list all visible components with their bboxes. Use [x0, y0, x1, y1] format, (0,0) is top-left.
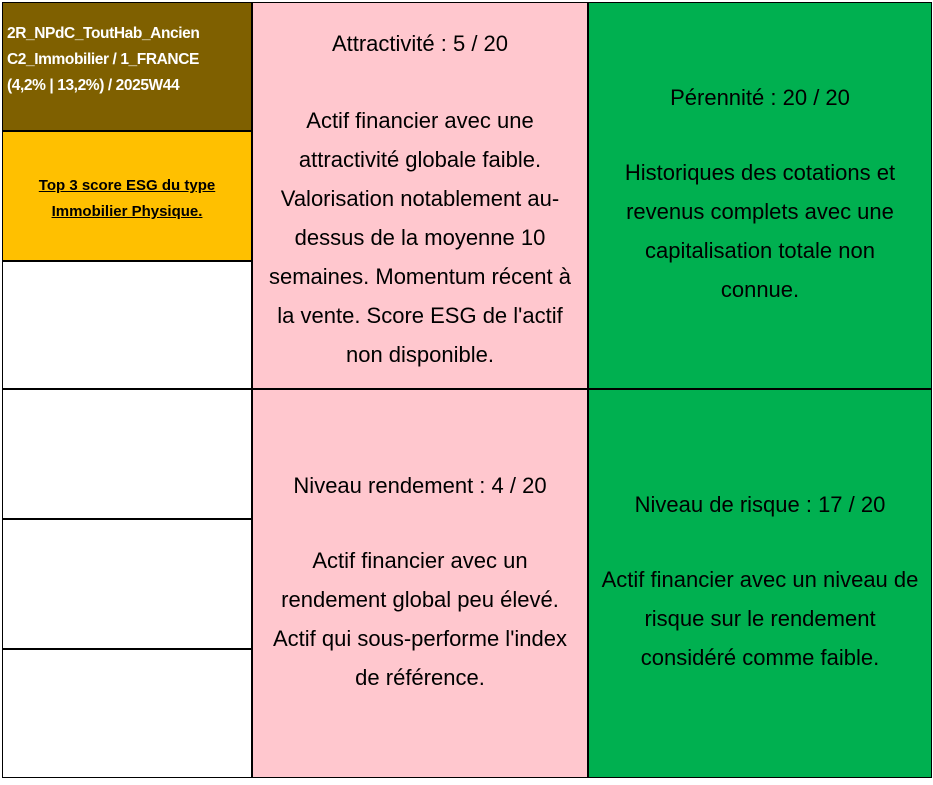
- attractivite-cell: [252, 2, 588, 389]
- perennite-line: capitalisation totale non: [645, 237, 875, 263]
- perennite-line: Historiques des cotations et: [624, 159, 896, 185]
- risque-line: risque sur le rendement: [644, 606, 876, 631]
- asset-header-line-1: 2R_NPdC_ToutHab_Ancien: [7, 25, 200, 42]
- perennite-line: revenus complets avec une: [626, 198, 894, 224]
- perennite-cell: [588, 2, 932, 389]
- rendement-line: Actif qui sous-performe l'index: [273, 625, 567, 651]
- attractivite-line: la vente. Score ESG de l'actif: [277, 303, 563, 328]
- attractivite-line: non disponible.: [345, 342, 494, 367]
- perennite-title: Pérennité : 20 / 20: [670, 84, 850, 110]
- asset-header-line-2: C2_Immobilier / 1_FRANCE: [7, 51, 199, 68]
- top3-esg-link-cell[interactable]: [2, 131, 252, 261]
- rendement-title: Niveau rendement : 4 / 20: [293, 472, 547, 498]
- asset-header-cell: [2, 2, 252, 131]
- rendement-line: de référence.: [355, 664, 485, 690]
- attractivite-description: [269, 101, 571, 374]
- attractivite-line: semaines. Momentum récent à: [268, 264, 572, 289]
- risque-line: considéré comme faible.: [640, 645, 880, 670]
- attractivite-line: attractivité globale faible.: [298, 147, 542, 172]
- asset-header-line-3: (4,2% | 13,2%) / 2025W44: [7, 77, 180, 94]
- attractivite-title: Attractivité : 5 / 20: [331, 31, 509, 56]
- attractivite-line: dessus de la moyenne 10: [294, 225, 546, 250]
- top3-esg-line-1[interactable]: Top 3 score ESG du type: [38, 177, 216, 194]
- risque-line: Actif financier avec un niveau de: [601, 567, 919, 592]
- risque-title: Niveau de risque : 17 / 20: [634, 492, 886, 517]
- empty-cell-3: [2, 519, 252, 649]
- risque-description: [602, 560, 919, 677]
- empty-cell-1: [2, 261, 252, 389]
- top3-esg-line-2[interactable]: Immobilier Physique.: [51, 203, 203, 220]
- risque-cell: [588, 389, 932, 778]
- rendement-line: rendement global peu élevé.: [281, 586, 559, 612]
- perennite-description: [625, 153, 895, 309]
- rendement-line: Actif financier avec un: [312, 547, 528, 573]
- empty-cell-2: [2, 389, 252, 519]
- rendement-description: [273, 541, 567, 697]
- empty-cell-4: [2, 649, 252, 778]
- perennite-line: connue.: [720, 276, 800, 302]
- rendement-cell: [252, 389, 588, 778]
- attractivite-line: Valorisation notablement au-: [280, 186, 560, 211]
- attractivite-line: Actif financier avec une: [306, 108, 534, 133]
